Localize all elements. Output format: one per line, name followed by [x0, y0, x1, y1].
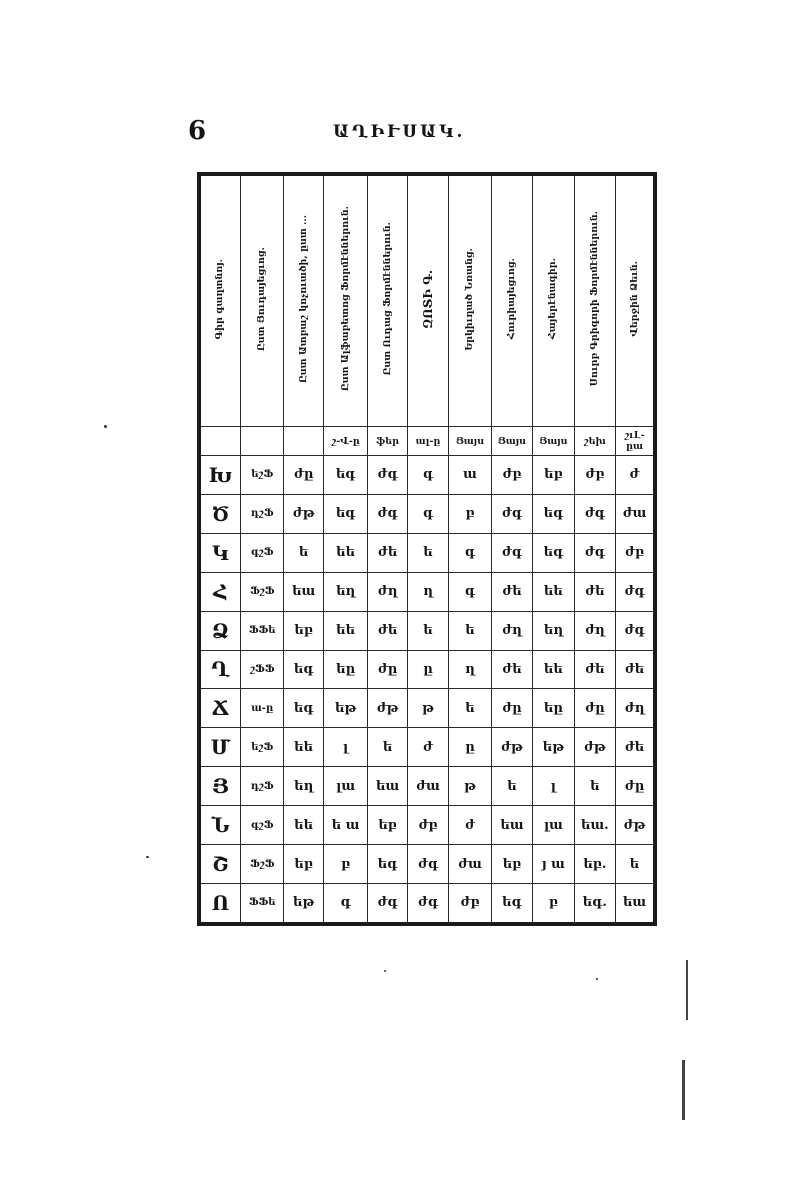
letter-cell: Մ: [199, 728, 240, 767]
table-row: [199, 494, 655, 533]
cipher-cell: թ: [449, 767, 491, 806]
cipher-cell: ժե: [491, 572, 532, 611]
cipher-cell: եղ: [533, 611, 574, 650]
cipher-cell: լ: [533, 767, 574, 806]
column-header-text: Գիր գաղտնոյ.: [214, 258, 226, 340]
cipher-cell: ժը: [368, 650, 407, 689]
cipher-cell: եգ: [323, 494, 368, 533]
cipher-cell: ժգ: [491, 533, 532, 572]
scan-speck: [104, 425, 107, 428]
cipher-cell: եը: [323, 650, 368, 689]
table-row: [199, 611, 655, 650]
cipher-cell: եգ.: [574, 883, 615, 924]
cipher-cell: եգ: [533, 533, 574, 572]
header-row: [199, 174, 655, 427]
cipher-cell: ժ: [449, 806, 491, 845]
cipher-cell: եե: [323, 611, 368, 650]
table-row: [199, 650, 655, 689]
cipher-cell: ժ: [616, 456, 655, 495]
cipher-cell: եբ.: [574, 845, 615, 884]
column-header: [491, 174, 532, 427]
table-row: [199, 806, 655, 845]
cipher-cell: եբ: [284, 845, 323, 884]
column-header: [323, 174, 368, 427]
cipher-cell: ժթ: [368, 689, 407, 728]
cipher-cell: ՖՖե: [240, 883, 284, 924]
cipher-cell: ժե: [368, 533, 407, 572]
cipher-cell: եգ: [284, 689, 323, 728]
column-subheader: Յայս: [449, 427, 491, 456]
cipher-cell: եա: [368, 767, 407, 806]
cipher-cell: ժբ: [449, 883, 491, 924]
cipher-cell: եբ: [491, 845, 532, 884]
cipher-cell: ժ: [407, 728, 448, 767]
letter-cell: Յ: [199, 767, 240, 806]
cipher-cell: ժղ: [368, 572, 407, 611]
table-row: [199, 767, 655, 806]
letter-cell: Խ: [199, 456, 240, 495]
cipher-cell: ժե: [616, 728, 655, 767]
column-header: [199, 174, 240, 427]
cipher-cell: ա: [449, 456, 491, 495]
cipher-cell: եթ: [533, 728, 574, 767]
cipher-cell: գ: [323, 883, 368, 924]
cipher-cell: ժթ: [574, 728, 615, 767]
column-subheader: ալ-ը: [407, 427, 448, 456]
scan-speck: [596, 978, 598, 980]
cipher-cell: եշՖ: [240, 456, 284, 495]
cipher-cell: եթ: [284, 883, 323, 924]
cipher-cell: ե: [407, 611, 448, 650]
cipher-cell: եա.: [574, 806, 615, 845]
cipher-cell: ՖշՖ: [240, 845, 284, 884]
cipher-cell: ժը: [574, 689, 615, 728]
cipher-alphabet-table: [197, 172, 657, 926]
letter-cell: Շ: [199, 845, 240, 884]
cipher-cell: թ: [407, 689, 448, 728]
cipher-cell: ժա: [616, 494, 655, 533]
cipher-cell: եբ: [533, 456, 574, 495]
page-edge-mark: [686, 960, 688, 1020]
cipher-cell: եը: [533, 689, 574, 728]
table-row: [199, 728, 655, 767]
cipher-cell: ե: [407, 533, 448, 572]
column-subheader: Յայս: [533, 427, 574, 456]
cipher-cell: ժղ: [491, 611, 532, 650]
column-header-text: Հայերէնագիր.: [547, 258, 559, 340]
column-subheader: շեխ: [574, 427, 615, 456]
cipher-cell: բ: [323, 845, 368, 884]
cipher-cell: եգ: [284, 650, 323, 689]
cipher-cell: ը: [449, 728, 491, 767]
cipher-cell: գ: [407, 456, 448, 495]
column-header: [284, 174, 323, 427]
cipher-cell: ղ: [449, 650, 491, 689]
cipher-cell: ժա: [407, 767, 448, 806]
cipher-cell: եգ: [368, 845, 407, 884]
cipher-cell: ժգ: [574, 533, 615, 572]
cipher-cell: ժգ: [491, 494, 532, 533]
cipher-cell: եա: [284, 572, 323, 611]
letter-cell: Ձ: [199, 611, 240, 650]
letter-cell: Հ: [199, 572, 240, 611]
cipher-cell: ե: [449, 689, 491, 728]
cipher-cell: ա-ը: [240, 689, 284, 728]
cipher-cell: ժը: [491, 689, 532, 728]
column-subheader: շւԼ-ըա: [616, 427, 655, 456]
cipher-cell: ժգ: [368, 883, 407, 924]
table-row: [199, 456, 655, 495]
cipher-cell: ե: [284, 533, 323, 572]
column-header-text: Երկիւղած Նռանց.: [463, 247, 475, 351]
column-subheader: [284, 427, 323, 456]
cipher-cell: ժե: [616, 650, 655, 689]
cipher-cell: ժբ: [491, 456, 532, 495]
subheader-row: [199, 427, 655, 456]
table-row: [199, 533, 655, 572]
column-header-text: Վերջին Ձեւն.: [628, 261, 640, 337]
cipher-cell: ժը: [616, 767, 655, 806]
cipher-cell: եե: [533, 650, 574, 689]
cipher-cell: ժե: [574, 650, 615, 689]
cipher-cell: ե: [449, 611, 491, 650]
cipher-cell: ՖշՖ: [240, 572, 284, 611]
cipher-cell: ժե: [491, 650, 532, 689]
table-row: [199, 845, 655, 884]
cipher-cell: ը: [407, 650, 448, 689]
cipher-cell: ժղ: [574, 611, 615, 650]
letter-cell: Ն: [199, 806, 240, 845]
cipher-cell: եա: [616, 883, 655, 924]
table-row: [199, 689, 655, 728]
column-header-text: Սուրբ Գրիգորի Ֆորմէններուն.: [588, 211, 600, 387]
cipher-cell: ժթ: [284, 494, 323, 533]
cipher-cell: լա: [323, 767, 368, 806]
column-header-text: Ըստ Ատբաշ կոչուածի, ըստ ․․․: [297, 214, 309, 384]
column-header-text: Ըստ Ուդաց Ֆորմէններուն.: [381, 222, 393, 376]
cipher-cell: եա: [491, 806, 532, 845]
letter-cell: Ո: [199, 883, 240, 924]
column-header: [574, 174, 615, 427]
table-row: [199, 883, 655, 924]
cipher-cell: ժգ: [407, 845, 448, 884]
cipher-cell: գշՖ: [240, 533, 284, 572]
cipher-cell: դշՖ: [240, 767, 284, 806]
cipher-cell: ժբ: [574, 456, 615, 495]
cipher-cell: ժգ: [616, 611, 655, 650]
cipher-cell: գ: [449, 572, 491, 611]
cipher-cell: յ ա: [533, 845, 574, 884]
cipher-cell: ժգ: [574, 494, 615, 533]
column-header: [449, 174, 491, 427]
cipher-cell: ե: [491, 767, 532, 806]
cipher-cell: ղ: [407, 572, 448, 611]
cipher-cell: եգ: [533, 494, 574, 533]
cipher-cell: ե: [616, 845, 655, 884]
cipher-cell: եե: [284, 728, 323, 767]
cipher-cell: եբ: [368, 806, 407, 845]
column-header-text: Հուրիայեցւոց.: [505, 258, 517, 340]
cipher-cell: ե: [368, 728, 407, 767]
table-row: [199, 572, 655, 611]
column-subheader: Յայս: [491, 427, 532, 456]
cipher-cell: գ: [449, 533, 491, 572]
scan-speck: [146, 856, 149, 858]
cipher-cell: եե: [533, 572, 574, 611]
column-subheader: [240, 427, 284, 456]
cipher-cell: բ: [533, 883, 574, 924]
column-header: [368, 174, 407, 427]
cipher-cell: ժե: [574, 572, 615, 611]
scan-speck: [384, 970, 386, 972]
letter-cell: Կ: [199, 533, 240, 572]
cipher-cell: ժգ: [368, 456, 407, 495]
cipher-cell: ժբ: [616, 533, 655, 572]
cipher-cell: ժգ: [616, 572, 655, 611]
cipher-cell: ժա: [449, 845, 491, 884]
cipher-cell: եթ: [323, 689, 368, 728]
column-subheader: [199, 427, 240, 456]
cipher-cell: եե: [284, 806, 323, 845]
column-subheader: շ-Վ-ը: [323, 427, 368, 456]
column-header-text: Ըստ Ալֆաբետոց Ֆորմէններուն.: [339, 206, 351, 392]
cipher-cell: ժգ: [407, 883, 448, 924]
cipher-cell: եբ: [284, 611, 323, 650]
cipher-cell: ՖՖե: [240, 611, 284, 650]
column-header: [616, 174, 655, 427]
page-number: 6: [188, 116, 207, 146]
letter-cell: Ճ: [199, 689, 240, 728]
cipher-cell: ժը: [284, 456, 323, 495]
cipher-cell: գ: [407, 494, 448, 533]
cipher-cell: ժթ: [616, 806, 655, 845]
letter-cell: Ծ: [199, 494, 240, 533]
column-header: [407, 174, 448, 427]
cipher-cell: եշՖ: [240, 728, 284, 767]
cipher-cell: շՖՖ: [240, 650, 284, 689]
column-subheader: ֆեր: [368, 427, 407, 456]
cipher-cell: ժգ: [368, 494, 407, 533]
column-header: [533, 174, 574, 427]
cipher-cell: ե ա: [323, 806, 368, 845]
cipher-cell: դշՖ: [240, 494, 284, 533]
column-header-text: ԶՈՏԻ Գ.: [421, 269, 435, 329]
cipher-cell: եգ: [491, 883, 532, 924]
page-edge-mark: [682, 1060, 685, 1120]
cipher-cell: եղ: [323, 572, 368, 611]
cipher-cell: լ: [323, 728, 368, 767]
cipher-cell: եգ: [323, 456, 368, 495]
column-header: [240, 174, 284, 427]
cipher-cell: ժթ: [491, 728, 532, 767]
letter-cell: Ղ: [199, 650, 240, 689]
cipher-cell: եղ: [284, 767, 323, 806]
cipher-cell: լա: [533, 806, 574, 845]
cipher-cell: ժե: [368, 611, 407, 650]
cipher-cell: ե: [574, 767, 615, 806]
column-header-text: Ըստ Յուդայեցւոց.: [256, 246, 268, 352]
cipher-cell: ժղ: [616, 689, 655, 728]
cipher-cell: բ: [449, 494, 491, 533]
cipher-cell: ժբ: [407, 806, 448, 845]
cipher-cell: գշՖ: [240, 806, 284, 845]
cipher-cell: եե: [323, 533, 368, 572]
running-head: ԱՂԻՒՍԱԿ.: [333, 122, 466, 142]
